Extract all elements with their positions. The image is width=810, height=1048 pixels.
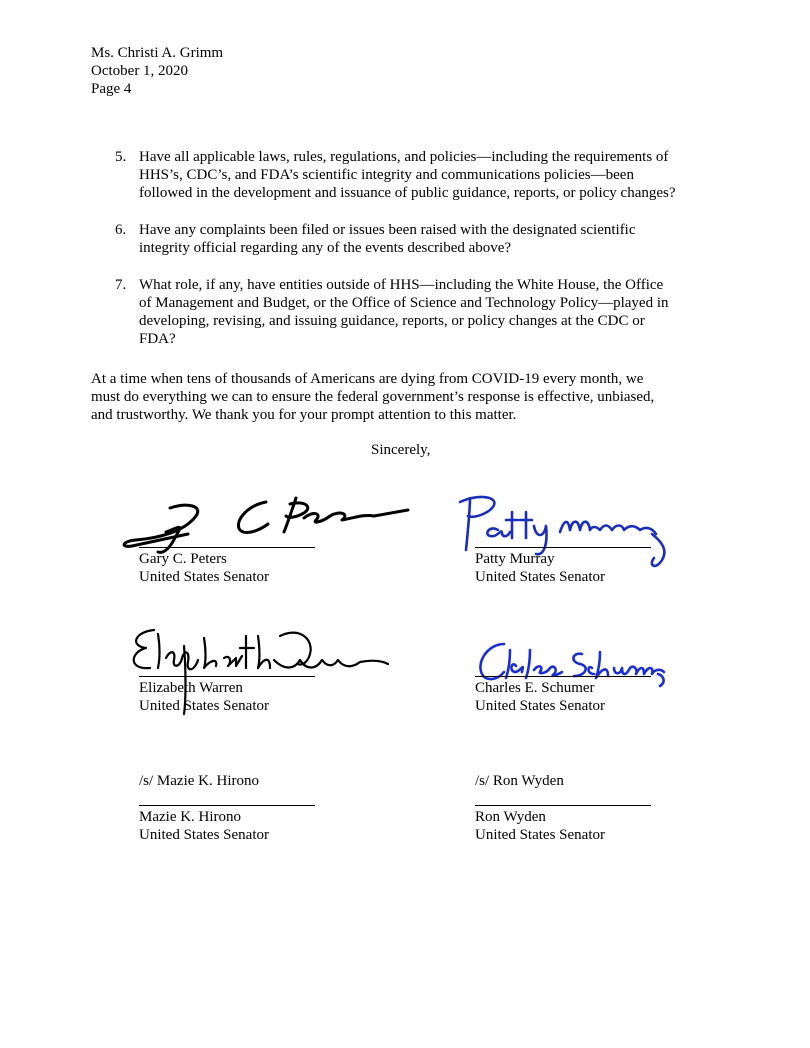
signature-block [475, 547, 651, 586]
typed-signature: /s/ Ron Wyden [475, 773, 564, 789]
signature-block [139, 547, 315, 586]
question-line: developing, revising, and issuing guidance, reports, or policy changes at the CDC or [139, 313, 645, 329]
signature-block [139, 805, 315, 844]
signatory-name: Elizabeth Warren [139, 680, 243, 696]
question-text [139, 148, 719, 202]
closing-line: and trustworthy. We thank you for your prompt attention to this matter. [91, 407, 517, 423]
signature-line [475, 547, 651, 548]
question-line: followed in the development and issuance of public guidance, reports, or policy changes? [139, 185, 676, 201]
signatory-title: United States Senator [475, 698, 605, 714]
question-line: Have any complaints been filed or issues been raised with the designated scientific [139, 222, 636, 238]
question-line: Have all applicable laws, rules, regulations, and policies—including the requirements of [139, 149, 669, 165]
signatory-name: Charles E. Schumer [475, 680, 595, 696]
question-number: 5. [115, 149, 127, 165]
signatory-name: Patty Murray [475, 551, 555, 567]
signatory-title: United States Senator [139, 827, 269, 843]
page-number: Page 4 [91, 81, 132, 97]
recipient-name: Ms. Christi A. Grimm [91, 45, 224, 61]
closing-line: must do everything we can to ensure the federal government’s response is effective, unbiased, [91, 389, 655, 405]
question-line: HHS’s, CDC’s, and FDA’s scientific integrity and communications policies—been [139, 167, 634, 183]
question-line: FDA? [139, 331, 176, 347]
question-line: of Management and Budget, or the Office of Science and Technology Policy—played in [139, 295, 669, 311]
typed-signature: /s/ Mazie K. Hirono [139, 773, 259, 789]
signatory-name: Ron Wyden [475, 809, 546, 825]
signature-line [139, 547, 315, 548]
sign-off: Sincerely, [371, 442, 431, 458]
question-number: 6. [115, 222, 127, 238]
signatory-title: United States Senator [475, 827, 605, 843]
signatory-title: United States Senator [139, 698, 269, 714]
letter-date: October 1, 2020 [91, 63, 189, 79]
letter-header [91, 44, 223, 98]
signature-line [139, 676, 315, 677]
signatory-name: Mazie K. Hirono [139, 809, 242, 825]
signatory-name: Gary C. Peters [139, 551, 227, 567]
signature-line [475, 676, 651, 677]
closing-paragraph [91, 370, 654, 424]
signature-line [475, 805, 651, 806]
signature-block [475, 805, 651, 844]
signature-block [475, 676, 651, 715]
question-number: 7. [115, 277, 127, 293]
question-text [139, 276, 719, 348]
signatory-title: United States Senator [475, 569, 605, 585]
signature-block [139, 676, 315, 715]
signature-line [139, 805, 315, 806]
closing-line: At a time when tens of thousands of Americans are dying from COVID-19 every month, we [91, 371, 644, 387]
question-text [139, 221, 719, 257]
question-line: integrity official regarding any of the events described above? [139, 240, 512, 256]
signatory-title: United States Senator [139, 569, 269, 585]
question-line: What role, if any, have entities outside of HHS—including the White House, the Office [139, 277, 664, 293]
